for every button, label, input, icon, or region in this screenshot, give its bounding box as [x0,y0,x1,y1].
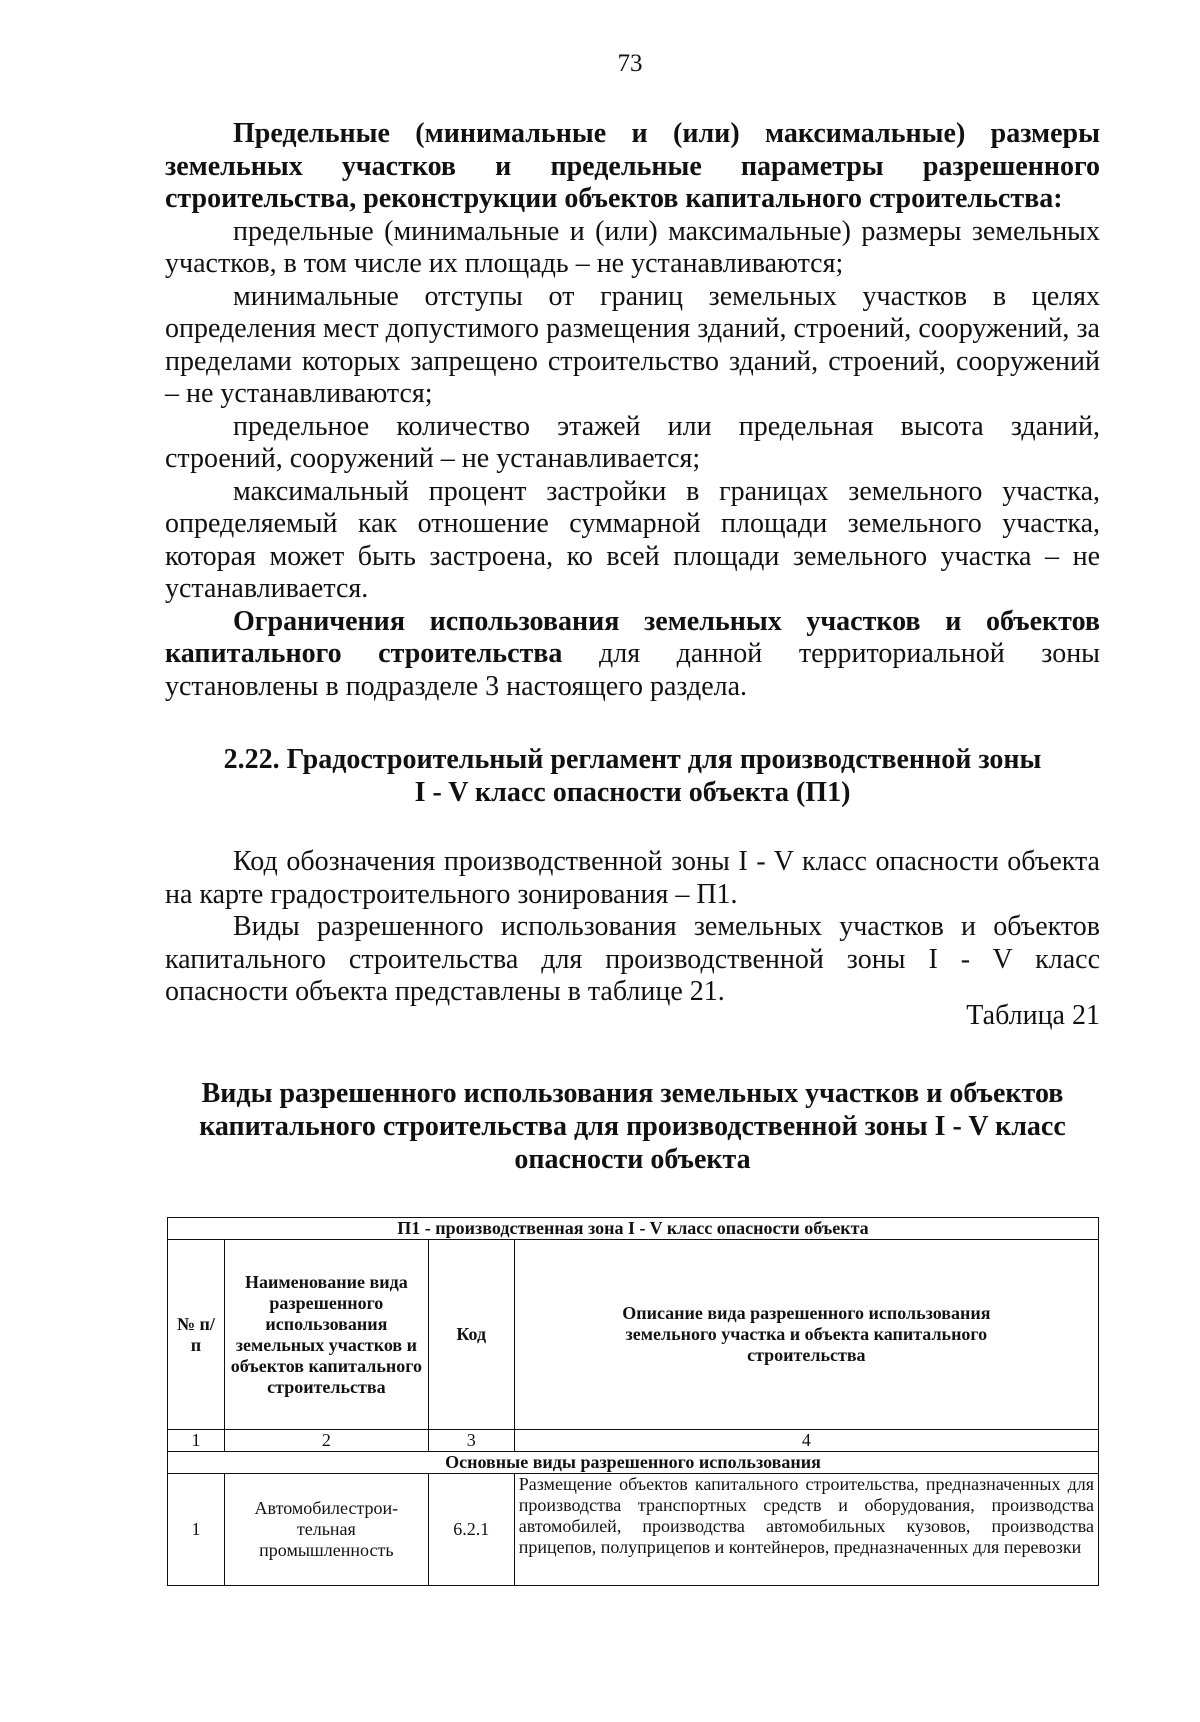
paragraph-floors: предельное количество этажей или предельная высота зданий, строений, сооружений – не устанавливается; [165,410,1100,474]
row-number: 1 [168,1474,225,1586]
header-use-name: Наименование вида разрешенного использования земельных участков и объектов капитального строительства [224,1240,428,1430]
column-number: 3 [428,1430,514,1452]
column-number: 1 [168,1430,225,1452]
section-1-heading: Предельные (минимальные и (или) максимальные) размеры земельных участков и предельные параметры разрешенного строительства, реконструкции объектов капитального строительства: [165,118,1100,214]
section-2-title-line-1: 2.22. Градостроительный регламент для производственной зоны [223,744,1042,775]
table-number: Таблица 21 [966,1000,1100,1031]
table-title-line-3: опасности объекта [514,1144,751,1175]
table-row [168,1474,1099,1586]
header-number: № п/п [168,1240,225,1430]
group-header-row [168,1452,1099,1474]
paragraph-zone-code: Код обозначения производственной зоны I - V класс опасности объекта на карте градостроительного зонирования – П1. [165,846,1100,910]
column-number: 4 [514,1430,1098,1452]
row-description: Размещение объектов капитального строительства, предназначенных для производства транспортных средств и оборудования, производства автомобилей, производства автомобильных кузовов, производства прицепов, полуприцепов и контейнеров, предназначенных для перевозки [514,1474,1098,1586]
section-2-body [165,846,1100,1009]
row-use-name: Автомобилестрои-тельная промышленность [224,1474,428,1586]
land-use-table [167,1217,1099,1586]
page-number: 73 [617,50,643,77]
table-title-line-1: Виды разрешенного использования земельных участков и объектов [201,1078,1064,1109]
paragraph-coverage: максимальный процент застройки в границах земельного участка, определяемый как отношение суммарной площади земельного участка, которая может быть застроена, ко всей площади земельного участка – не устанавливается. [165,475,1100,604]
paragraph-restrictions [165,606,1100,704]
section-1-body [165,118,1100,703]
table-header-row [168,1240,1099,1430]
column-number: 2 [224,1430,428,1452]
group-header: Основные виды разрешенного использования [168,1452,1099,1474]
header-code: Код [428,1240,514,1430]
section-2-title [165,743,1100,809]
table-caption-row [168,1218,1099,1240]
row-code: 6.2.1 [428,1474,514,1586]
restrictions-bold-text: Ограничения использования земельных участков и объектов капитального строительства [165,605,1100,669]
restrictions-text: для данной территориальной зоны установлены в подразделе 3 настоящего раздела. [165,638,1100,702]
table-title-line-2: капитального строительства для производственной зоны I - V класс [199,1111,1066,1142]
paragraph-setbacks: минимальные отступы от границ земельных участков в целях определения мест допустимого размещения зданий, строений, сооружений, за пределами которых запрещено строительство зданий, строений, сооружений – не устанавливаются; [165,280,1100,409]
table-caption: П1 - производственная зона I - V класс опасности объекта [168,1218,1099,1240]
paragraph-table-ref: Виды разрешенного использования земельных участков и объектов капитального строительства для производственной зоны I - V класс опасности объекта представлены в таблице 21. [165,911,1100,1007]
header-description: Описание вида разрешенного использования земельного участка и объекта капитального строительства [514,1240,1098,1430]
section-2-title-line-2: I - V класс опасности объекта (П1) [414,777,851,808]
paragraph-plot-size: предельные (минимальные и (или) максимальные) размеры земельных участков, в том числе их площадь – не устанавливаются; [165,215,1100,279]
table-title [165,1077,1100,1176]
column-number-row [168,1430,1099,1452]
